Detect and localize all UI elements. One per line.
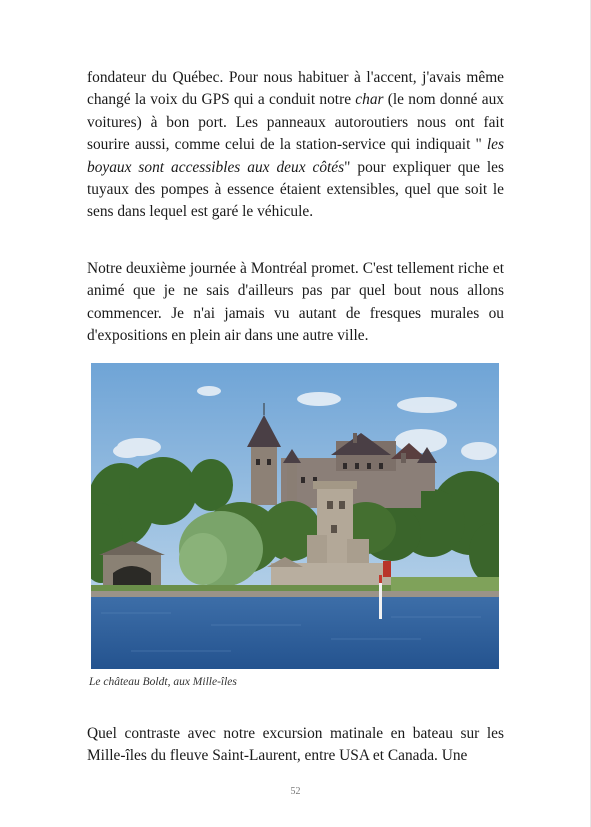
figure-caption: Le château Boldt, aux Mille-îles [89, 676, 237, 688]
paragraph-1-italic-quote: les boyaux sont accessibles aux deux côtés [87, 136, 504, 176]
castle-photo [91, 363, 499, 669]
paragraph-1-italic-char: char [355, 91, 384, 109]
paragraph-3: Quel contraste avec notre excursion matinale en bateau sur les Mille-îles du fleuve Saint-Laurent, entre USA et Canada. Une [87, 725, 504, 765]
paragraph-2: Notre deuxième journée à Montréal promet. C'est tellement riche et animé que je ne sais d'ailleurs pas par quel bout nous allons commencer. Je n'ai jamais vu autant de fresques murales ou d'expositions en plein air dans une autre ville. [87, 260, 504, 345]
paragraph-1-text-c: " pour expliquer que les tuyaux des pompes à essence étaient extensibles, quel que soit le sens dans lequel est garé le véhicule. [87, 158, 504, 221]
page-number: 52 [290, 786, 301, 797]
paragraph-1-text-b: (le nom donné aux voitures) à bon port. Les panneaux autoroutiers nous ont fait sourire aussi, comme celui de la station-service qui indiquait " [87, 91, 504, 154]
paragraph-1 [87, 67, 504, 224]
paragraph-1-text-a: fondateur du Québec. Pour nous habituer à l'accent, j'avais même changé la voix du GPS qui a conduit notre [87, 69, 504, 109]
